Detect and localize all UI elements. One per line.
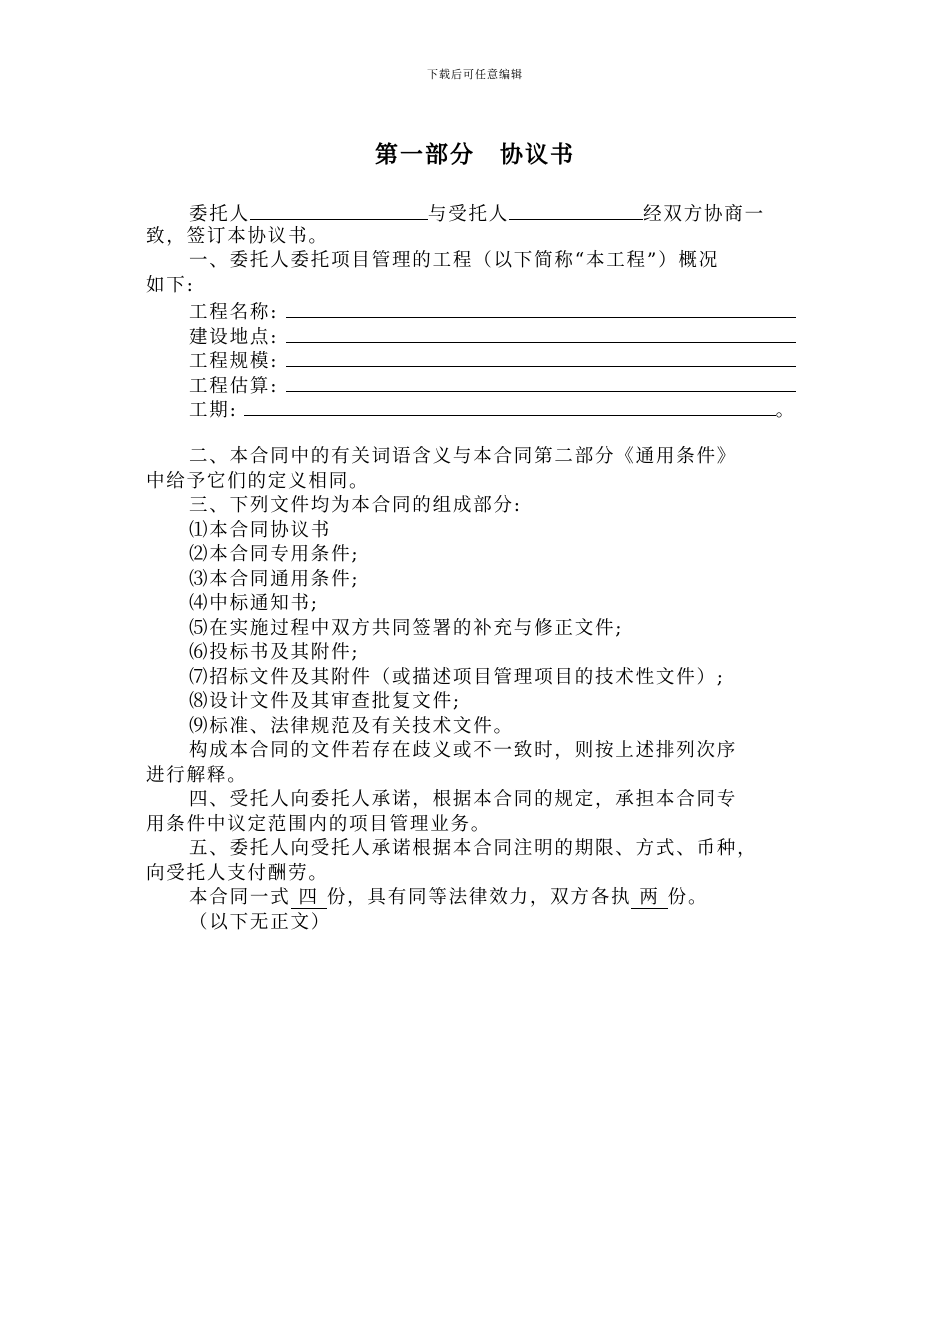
end-note: （以下无正文） — [189, 911, 332, 933]
agreement-body — [146, 200, 796, 935]
trustee-blank — [509, 200, 643, 220]
project-name-row — [146, 298, 796, 323]
document-item: ⑷中标通知书; — [189, 593, 319, 614]
page-title: 第一部分 协议书 — [375, 141, 575, 168]
copies-text-c: 份。 — [667, 887, 709, 908]
period-label: 工期: — [189, 400, 238, 421]
document-item: ⑻设计文件及其审查批复文件; — [189, 691, 461, 712]
period-row — [146, 396, 796, 421]
project-name-blank — [286, 298, 796, 318]
location-row — [146, 323, 796, 348]
estimate-row — [146, 372, 796, 397]
spacer — [146, 421, 796, 446]
client-label: 委托人 — [189, 204, 250, 225]
document-item: ⑴本合同协议书 — [189, 519, 332, 541]
copies-text-a: 本合同一式 — [189, 887, 291, 908]
document-item: ⑹投标书及其附件; — [189, 642, 360, 663]
period-blank — [244, 396, 776, 416]
parties-line — [146, 200, 796, 225]
scale-blank — [286, 347, 796, 367]
scale-row — [146, 347, 796, 372]
scale-label: 工程规模: — [189, 351, 279, 372]
section-1-line-2: 如下: — [146, 274, 195, 296]
document-item: ⑶本合同通用条件; — [189, 568, 360, 590]
precedence-note-1: 构成本合同的文件若存在歧义或不一致时，则按上述排列次序 — [189, 740, 738, 761]
section-4-line-1: 四、受托人向委托人承诺，根据本合同的规定，承担本合同专 — [189, 789, 738, 810]
location-blank — [286, 323, 796, 343]
parties-text: 经双方协商一 — [643, 204, 765, 225]
section-3-head: 三、下列文件均为本合同的组成部分: — [189, 495, 522, 516]
section-5-line-2: 向受托人支付酬劳。 — [146, 862, 329, 884]
page-header: 下载后可任意编辑 — [427, 68, 523, 81]
period-end: 。 — [775, 400, 796, 421]
estimate-label: 工程估算: — [189, 375, 279, 397]
section-4-line-2: 用条件中议定范围内的项目管理业务。 — [146, 813, 492, 835]
copies-line — [146, 886, 796, 911]
section-5-line-1: 五、委托人向受托人承诺根据本合同注明的期限、方式、币种， — [189, 838, 758, 859]
location-label: 建设地点: — [189, 326, 279, 348]
section-2-line-1: 二、本合同中的有关词语含义与本合同第二部分《通用条件》 — [189, 446, 738, 467]
section-2-line-2: 中给予它们的定义相同。 — [146, 470, 370, 492]
document-item: ⑸在实施过程中双方共同签署的补充与修正文件; — [189, 617, 624, 639]
parties-line-2: 致，签订本协议书。 — [146, 225, 329, 247]
project-name-label: 工程名称: — [189, 302, 279, 323]
trustee-label: 与受托人 — [427, 204, 510, 225]
client-blank — [250, 200, 428, 220]
copies-text-b: 份，具有同等法律效力，双方各执 — [326, 887, 632, 908]
document-item: ⑺招标文件及其附件（或描述项目管理项目的技术性文件）; — [189, 666, 725, 688]
copies-total: 四 — [291, 887, 327, 909]
document-item: ⑵本合同专用条件; — [189, 544, 360, 565]
document-item: ⑼标准、法律规范及有关技术文件。 — [189, 715, 514, 737]
copies-each: 两 — [631, 887, 667, 909]
precedence-note-2: 进行解释。 — [146, 764, 248, 786]
section-1-line-1: 一、委托人委托项目管理的工程（以下简称“本工程”）概况 — [189, 250, 720, 271]
estimate-blank — [286, 372, 796, 392]
